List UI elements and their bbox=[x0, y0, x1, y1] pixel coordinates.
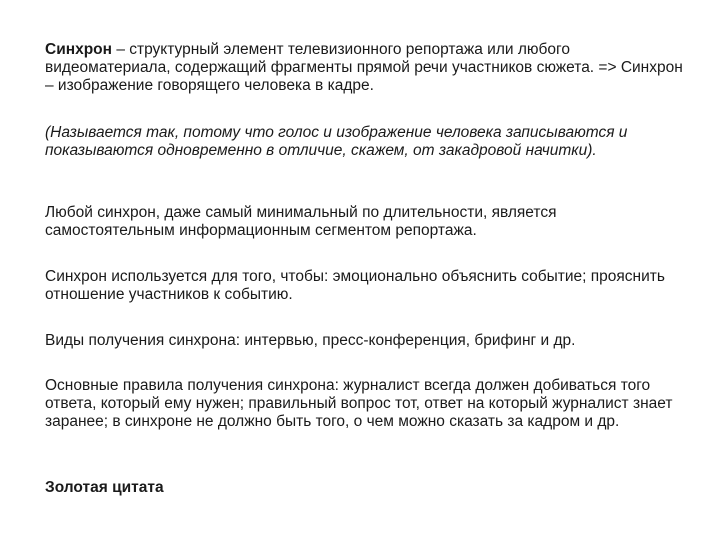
paragraph-purpose: Синхрон используется для того, чтобы: эмоционально объяснить событие; прояснить отношение участников к событию. bbox=[45, 268, 665, 303]
paragraph-rules: Основные правила получения синхрона: журналист всегда должен добиваться того ответа, который ему нужен; правильный вопрос тот, ответ на который журналист знает заранее; в синхроне не должно быть того, о чем можно сказать за кадром и др. bbox=[45, 377, 673, 430]
paragraph-golden-quote: Золотая цитата bbox=[45, 479, 164, 496]
paragraph-explanation: (Называется так, потому что голос и изображение человека записываются и показываются одновременно в отличие, скажем, от закадровой начитки). bbox=[45, 124, 628, 159]
paragraph-segment: Любой синхрон, даже самый минимальный по длительности, является самостоятельным информационным сегментом репортажа. bbox=[45, 204, 557, 239]
paragraph-types: Виды получения синхрона: интервью, пресс-конференция, брифинг и др. bbox=[45, 332, 576, 349]
term-sinkhron: Синхрон bbox=[45, 41, 113, 58]
definition-text: – структурный элемент телевизионного репортажа или любого видеоматериала, содержащий фрагменты прямой речи участников сюжета. => Синхрон – изображение говорящего человека в кадре. bbox=[45, 41, 683, 94]
paragraph-definition bbox=[45, 41, 685, 95]
